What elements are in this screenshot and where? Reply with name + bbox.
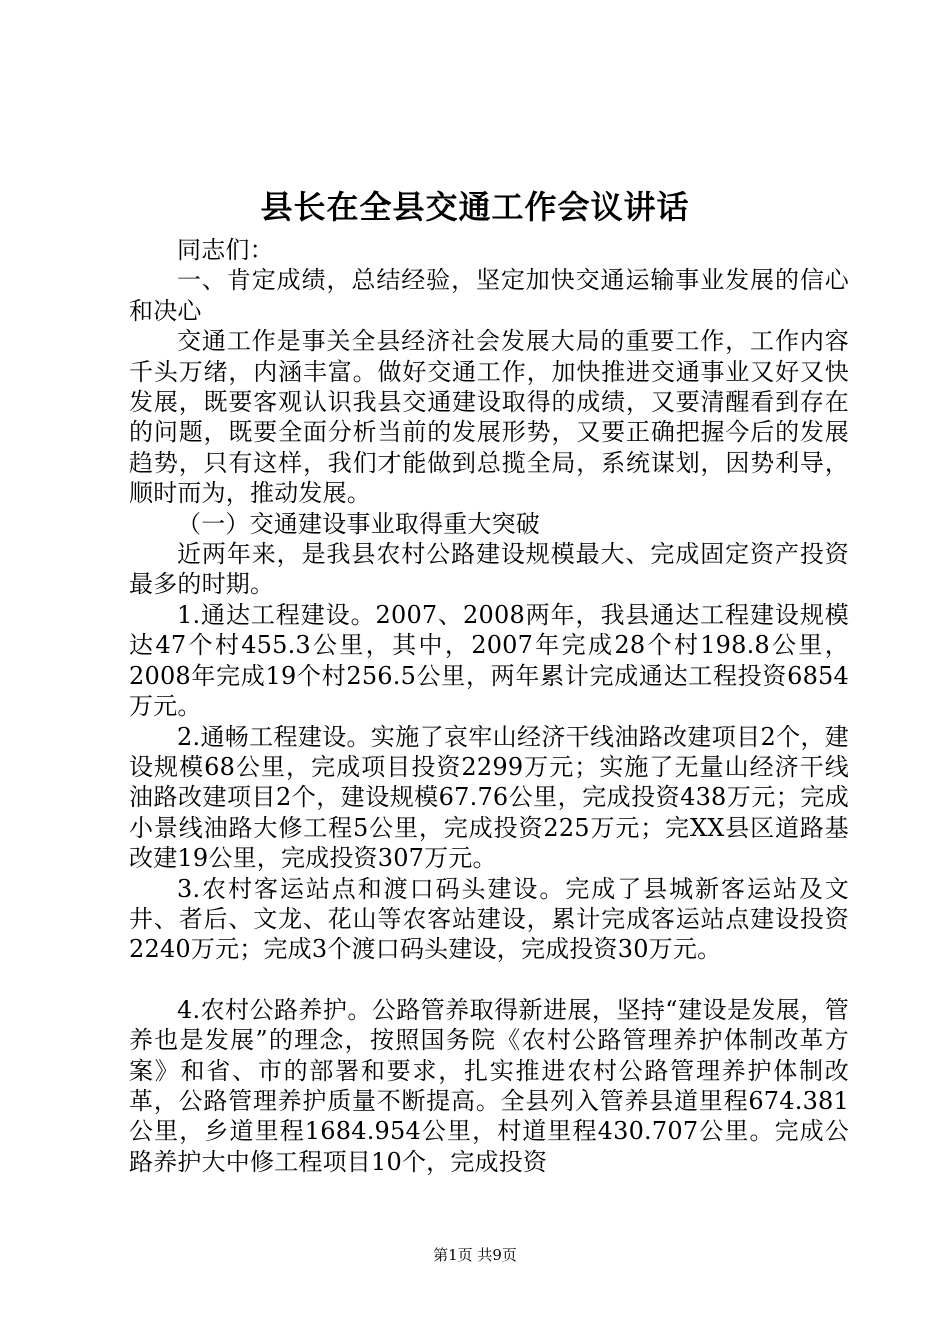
subsection-heading-1: （一）交通建设事业取得重大突破	[177, 509, 540, 538]
page-number-footer: 第1页 共9页	[433, 1246, 517, 1264]
paragraph-spacer	[129, 965, 849, 995]
salutation: 同志们：	[177, 236, 274, 264]
body-paragraph: 交通工作是事关全县经济社会发展大局的重要工作，工作内容千头万绪，内涵丰富。做好交通工作，加快推进交通事业又好又快发展，既要客观认识我县交通建设取得的成绩，又要清醒看到存在的问题，既要全面分析当前的发展形势，又要正确把握今后的发展趋势，只有这样，我们才能做到总揽全局，系统谋划，因势利导，顺时而为，推动发展。	[129, 327, 849, 508]
list-item-1: 1.通达工程建设。2007、2008两年，我县通达工程建设规模达47个村455.3公里，其中，2007年完成28个村198.8公里，2008年完成19个村256.5公里，两年累计完成通达工程投资6854万元。	[129, 600, 849, 721]
body-paragraph: 近两年来，是我县农村公路建设规模最大、完成固定资产投资最多的时期。	[129, 540, 849, 599]
list-item-3: 3.农村客运站点和渡口码头建设。完成了县城新客运站及文井、者后、文龙、花山等农客站建设，累计完成客运站点建设投资2240万元；完成3个渡口码头建设，完成投资30万元。	[129, 874, 849, 964]
list-item-4: 4.农村公路养护。公路管养取得新进展，坚持“建设是发展，管养也是发展”的理念，按照国务院《农村公路管理养护体制改革方案》和省、市的部署和要求，扎实推进农村公路管理养护体制改革，公路管理养护质量不断提高。全县列入管养县道里程674.381公里，乡道里程1684.954公里，村道里程430.707公里。完成公路养护大中修工程项目10个，完成投资	[129, 995, 849, 1176]
list-item-2: 2.通畅工程建设。实施了哀牢山经济干线油路改建项目2个，建设规模68公里，完成项目投资2299万元；实施了无量山经济干线油路改建项目2个，建设规模67.76公里，完成投资438万元；完成小景线油路大修工程5公里，完成投资225万元；完XX县区道路基改建19公里，完成投资307万元。	[129, 722, 849, 873]
section-heading-1: 一、肯定成绩，总结经验，坚定加快交通运输事业发展的信心和决心	[129, 266, 849, 325]
document-title: 县长在全县交通工作会议讲话	[260, 188, 690, 226]
document-body	[129, 235, 849, 1177]
